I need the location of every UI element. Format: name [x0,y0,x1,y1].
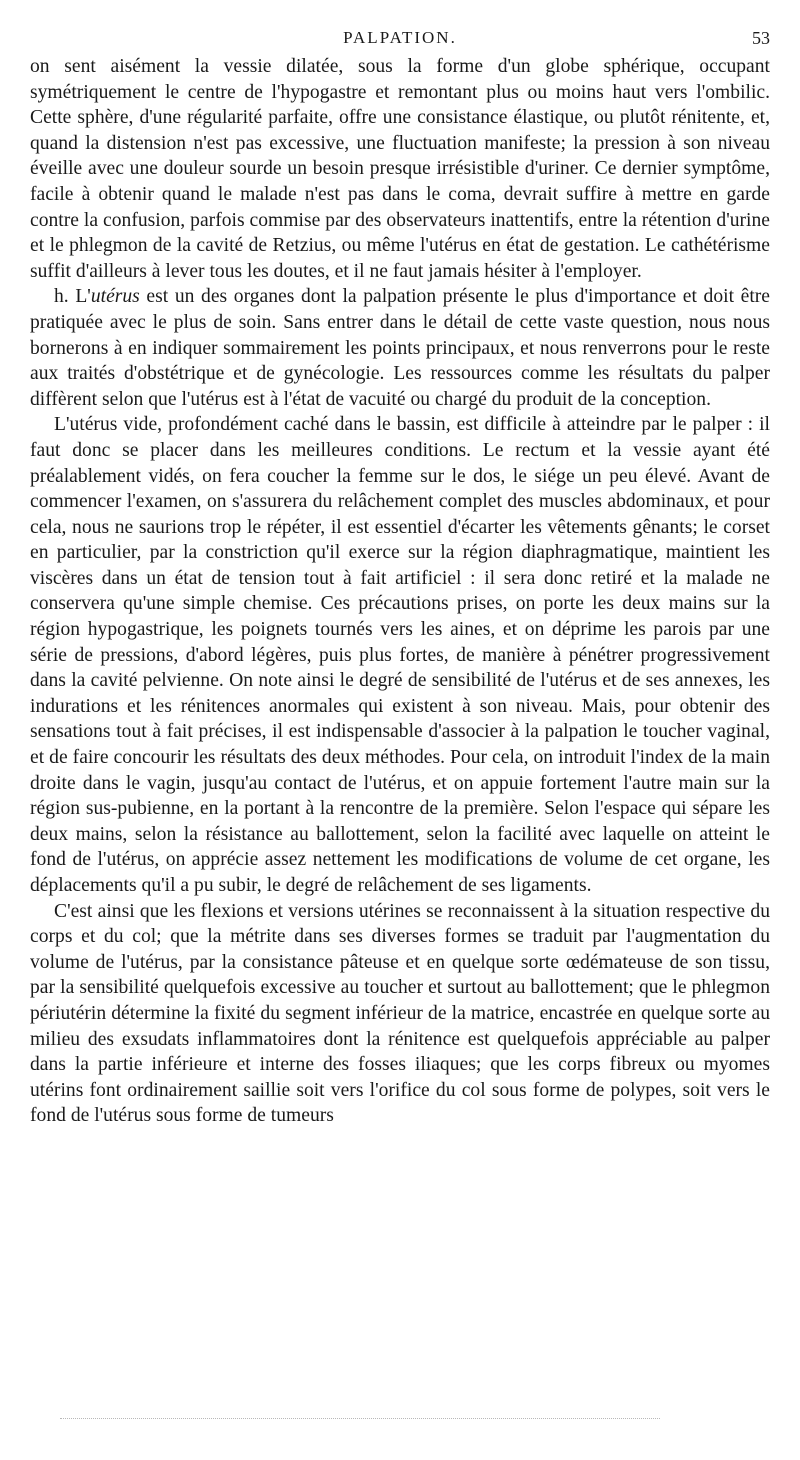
running-title: PALPATION. [343,28,457,47]
paragraph-lead: h. L' [54,286,91,308]
running-head [30,28,770,54]
book-page [30,28,770,1129]
paragraph-flexions: C'est ainsi que les flexions et versions utérines se reconnaissent à la situation respective du corps et du col; que la métrite dans ses diverses formes se traduit par l'augmentation du volume de l'utérus, par la consistance pâteuse et en quelque sorte œdémateuse de son tissu, par la sensibilité quelquefois excessive au toucher et surtout au ballottement; que le phlegmon périutérin détermine la fixité du segment inférieur de la matrice, encastrée en quelque sorte au milieu des exsudats inflammatoires dont la rénitence est quelquefois appréciable au palper dans la partie inférieure et interne des fosses iliaques; que les corps fibreux ou myomes utérins font ordinairement saillie soit vers l'orifice du col sous forme de polypes, soit vers le fond de l'utérus sous forme de tumeurs [30,900,770,1127]
body-text [30,54,770,1129]
paragraph-rest: est un des organes dont la palpation présente le plus d'importance et doit être pratiquée avec le plus de soin. Sans entrer dans le détail de cette vaste question, nous nous bornerons à en indiquer sommairement les points principaux, et nous renverrons pour le reste aux traités d'obstétrique et de gynécologie. Les ressources comme les résultats du palper diffèrent selon que l'utérus est à l'état de vacuité ou chargé du produit de la conception. [30,286,770,410]
bottom-bleed-through-line [60,1418,660,1419]
italic-term-uterus: utérus [90,286,140,308]
paragraph-empty-uterus: L'utérus vide, profondément caché dans le bassin, est difficile à atteindre par le palper : il faut donc se placer dans les meilleures conditions. Le rectum et la vessie ayant été préalablement vidés, on fera coucher la femme sur le dos, le siége un peu élevé. Avant de commencer l'examen, on s'assurera du relâchement complet des muscles abdominaux, et pour cela, nous ne saurions trop le répéter, il est essentiel d'écarter les vêtements gênants; le corset en particulier, par la constriction qu'il exerce sur la région diaphragmatique, maintient les viscères dans un état de tension tout à fait artificiel : il sera donc retiré et la malade ne conservera qu'une simple chemise. Ces précautions prises, on porte les deux mains sur la région hypogastrique, les poignets tournés vers les aines, et on déprime les parois par une série de pressions, d'abord légères, puis plus fortes, de manière à pénétrer progressivement dans la cavité pelvienne. On note ainsi le degré de sensibilité de l'utérus et de ses annexes, les indurations et les rénitences anormales qui existent à son niveau. Mais, pour obtenir des sensations tout à fait précises, il est indispensable d'associer à la palpation le toucher vaginal, et de faire concourir les résultats des deux méthodes. Pour cela, on introduit l'index de la main droite dans le vagin, jusqu'au contact de l'utérus, et on appuie fortement l'autre main sur la région sus-pubienne, en la portant à la rencontre de la première. Selon l'espace qui sépare les deux mains, selon la résistance au ballottement, selon la facilité avec laquelle on atteint le fond de l'utérus, on apprécie assez nettement les modifications de volume de cet organe, les déplacements qu'il a pu subir, le degré de relâchement de ses ligaments. [30,414,770,896]
paragraph-uterus-intro [30,284,770,412]
page-number: 53 [752,28,770,48]
paragraph-bladder: on sent aisément la vessie dilatée, sous la forme d'un globe sphérique, occupant symétriquement le centre de l'hypogastre et remontant plus ou moins haut vers l'ombilic. Cette sphère, d'une régularité parfaite, offre une consistance élastique, ou plutôt rénitente, et, quand la distension n'est pas excessive, une fluctuation manifeste; la pression à son niveau éveille avec une douleur sourde un besoin presque irrésistible d'uriner. Ce dernier symptôme, facile à obtenir quand le malade n'est pas dans le coma, devrait suffire à mettre en garde contre la confusion, parfois commise par des observateurs inattentifs, entre la rétention d'urine et le phlegmon de la cavité de Retzius, ou même l'utérus en état de gestation. Le cathétérisme suffit d'ailleurs à lever tous les doutes, et il ne faut jamais hésiter à l'employer. [30,56,770,282]
